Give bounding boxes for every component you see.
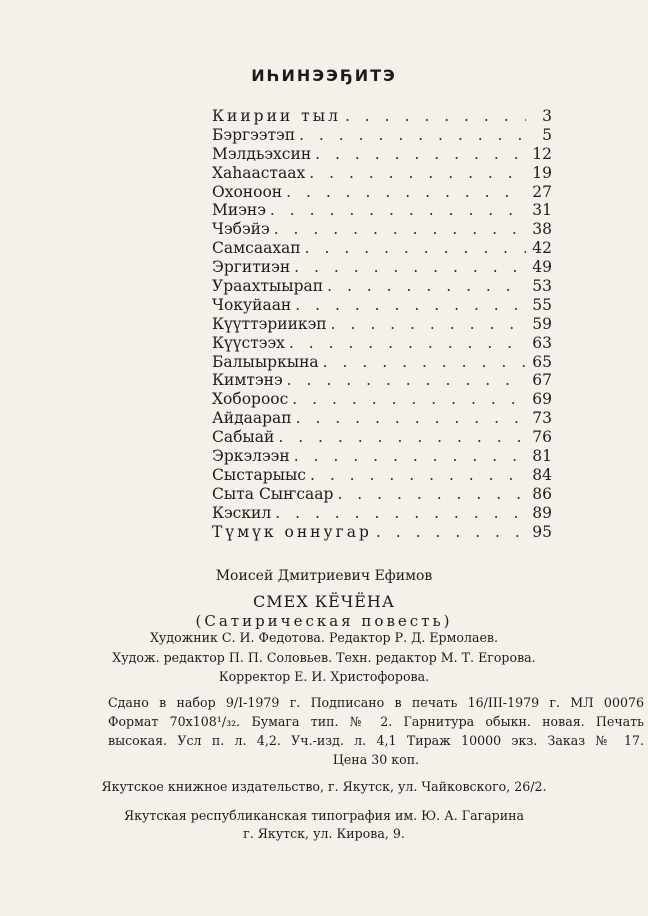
toc-leader-dots — [287, 371, 526, 390]
toc-entry — [212, 390, 552, 409]
toc-entry-page: 55 — [532, 295, 552, 314]
toc-entry-title: Миэнэ — [212, 201, 266, 220]
toc-entry-page: 53 — [532, 277, 552, 296]
toc-leader-dots — [315, 145, 526, 164]
table-of-contents — [212, 107, 552, 541]
toc-leader-dots — [309, 164, 526, 183]
technical-line: высокая. Усл п. л. 4,2. Уч.-изд. л. 4,1 Тираж 10000 экз. Заказ № 17. — [108, 733, 644, 748]
toc-entry-page: 84 — [532, 465, 552, 484]
toc-entry — [212, 126, 552, 145]
contents-heading: ИҺИНЭЭҔИТЭ — [251, 66, 397, 85]
toc-entry-title: Чокуйаан — [212, 295, 292, 314]
toc-entry-title: Балыыркына — [212, 352, 319, 371]
toc-entry-page: 31 — [532, 201, 552, 220]
toc-entry — [212, 523, 552, 542]
author-name: Моисей Дмитриевич Ефимов — [215, 568, 433, 584]
toc-entry — [212, 107, 552, 126]
toc-leader-dots — [294, 258, 526, 277]
toc-leader-dots — [331, 315, 526, 334]
toc-entry-title: Сыта Сыҥсаар — [212, 484, 334, 503]
toc-entry — [212, 504, 552, 523]
credit-line: Художник С. И. Федотова. Редактор Р. Д. Ермолаев. — [149, 630, 499, 645]
toc-entry-page: 63 — [532, 333, 552, 352]
toc-entry-title: Кимтэнэ — [212, 371, 283, 390]
toc-entry-page: 59 — [532, 314, 552, 333]
printer-address-line: г. Якутск, ул. Кирова, 9. — [243, 826, 405, 841]
toc-entry-page: 76 — [532, 428, 552, 447]
toc-entry-page: 42 — [532, 239, 552, 258]
toc-entry-title: Хобороос — [212, 390, 289, 409]
toc-entry-page: 65 — [532, 352, 552, 371]
toc-leader-dots — [305, 239, 526, 258]
toc-entry-title: Эргитиэн — [212, 258, 291, 277]
toc-entry-title: Күүстээх — [212, 333, 285, 352]
toc-entry — [212, 277, 552, 296]
printer-line: Якутская республиканская типография им. Ю. А. Гагарина — [123, 808, 525, 823]
toc-leader-dots — [337, 485, 526, 504]
toc-entry-page: 49 — [532, 258, 552, 277]
book-subtitle: (Сатирическая повесть) — [195, 612, 453, 630]
toc-entry-page: 95 — [532, 522, 552, 541]
toc-entry-page: 89 — [532, 503, 552, 522]
toc-entry-title: Киирии тыл — [212, 107, 341, 125]
toc-leader-dots — [289, 334, 526, 353]
toc-entry-title: Ураахтыырап — [212, 277, 324, 296]
toc-entry-page: 27 — [532, 182, 552, 201]
toc-entry-title: Мэлдьэхсин — [212, 144, 312, 163]
credit-line: Худож. редактор П. П. Соловьев. Техн. редактор М. Т. Егорова. — [112, 650, 536, 665]
toc-leader-dots — [275, 504, 526, 523]
toc-leader-dots — [323, 353, 526, 372]
toc-entry-title: Эркэлээн — [212, 447, 290, 466]
toc-leader-dots — [292, 390, 526, 409]
toc-entry-title: Кэскил — [212, 503, 272, 522]
toc-entry-page: 5 — [542, 125, 552, 144]
toc-leader-dots — [270, 201, 526, 220]
toc-leader-dots — [376, 523, 526, 542]
toc-entry — [212, 315, 552, 334]
book-title: СМЕХ КЁЧЁНА — [253, 592, 395, 611]
toc-leader-dots — [278, 428, 526, 447]
toc-leader-dots — [299, 126, 526, 145]
toc-leader-dots — [274, 220, 526, 239]
publisher-line: Якутское книжное издательство, г. Якутск, ул. Чайковского, 26/2. — [101, 779, 547, 794]
technical-line: Сдано в набор 9/I-1979 г. Подписано в печать 16/III-1979 г. МЛ 00076 — [108, 695, 644, 710]
toc-entry-page: 3 — [542, 107, 552, 125]
toc-entry — [212, 239, 552, 258]
toc-entry-page: 81 — [532, 447, 552, 466]
credit-line: Корректор Е. И. Христофорова. — [218, 669, 430, 684]
toc-entry — [212, 428, 552, 447]
toc-leader-dots — [327, 277, 526, 296]
technical-line: Формат 70x108¹/₃₂. Бумага тип. № 2. Гарнитура обыкн. новая. Печать — [108, 714, 644, 729]
toc-entry-page: 73 — [532, 409, 552, 428]
toc-entry-title: Чэбэйэ — [212, 220, 270, 239]
toc-leader-dots — [286, 183, 526, 202]
toc-entry-title: Түмүк оннугар — [212, 522, 372, 541]
toc-entry — [212, 258, 552, 277]
toc-entry — [212, 409, 552, 428]
toc-entry — [212, 447, 552, 466]
toc-entry-title: Күүттэриикэп — [212, 314, 327, 333]
toc-entry — [212, 371, 552, 390]
price-line: Цена 30 коп. — [332, 752, 420, 767]
toc-leader-dots — [296, 409, 526, 428]
toc-entry-page: 12 — [532, 144, 552, 163]
toc-leader-dots — [345, 107, 526, 126]
toc-entry — [212, 145, 552, 164]
toc-entry-title: Айдаарап — [212, 409, 292, 428]
toc-leader-dots — [294, 447, 526, 466]
toc-leader-dots — [310, 466, 526, 485]
toc-entry — [212, 466, 552, 485]
toc-entry-title: Сабыай — [212, 428, 275, 447]
toc-entry — [212, 353, 552, 372]
toc-entry-page: 69 — [532, 390, 552, 409]
toc-entry-page: 67 — [532, 371, 552, 390]
toc-entry-page: 19 — [532, 163, 552, 182]
toc-leader-dots — [295, 296, 526, 315]
toc-entry — [212, 183, 552, 202]
technical-details — [108, 693, 644, 769]
toc-entry — [212, 485, 552, 504]
toc-entry-title: Охоноон — [212, 182, 283, 201]
toc-entry — [212, 296, 552, 315]
toc-entry — [212, 220, 552, 239]
toc-entry-title: Бэргээтэп — [212, 125, 296, 144]
toc-entry-page: 86 — [532, 484, 552, 503]
toc-entry-title: Самсаахап — [212, 239, 301, 258]
toc-entry — [212, 334, 552, 353]
toc-entry-title: Хаһаастаах — [212, 163, 306, 182]
toc-entry-page: 38 — [532, 220, 552, 239]
toc-entry — [212, 164, 552, 183]
toc-entry — [212, 201, 552, 220]
toc-entry-title: Сыстарыыс — [212, 465, 306, 484]
